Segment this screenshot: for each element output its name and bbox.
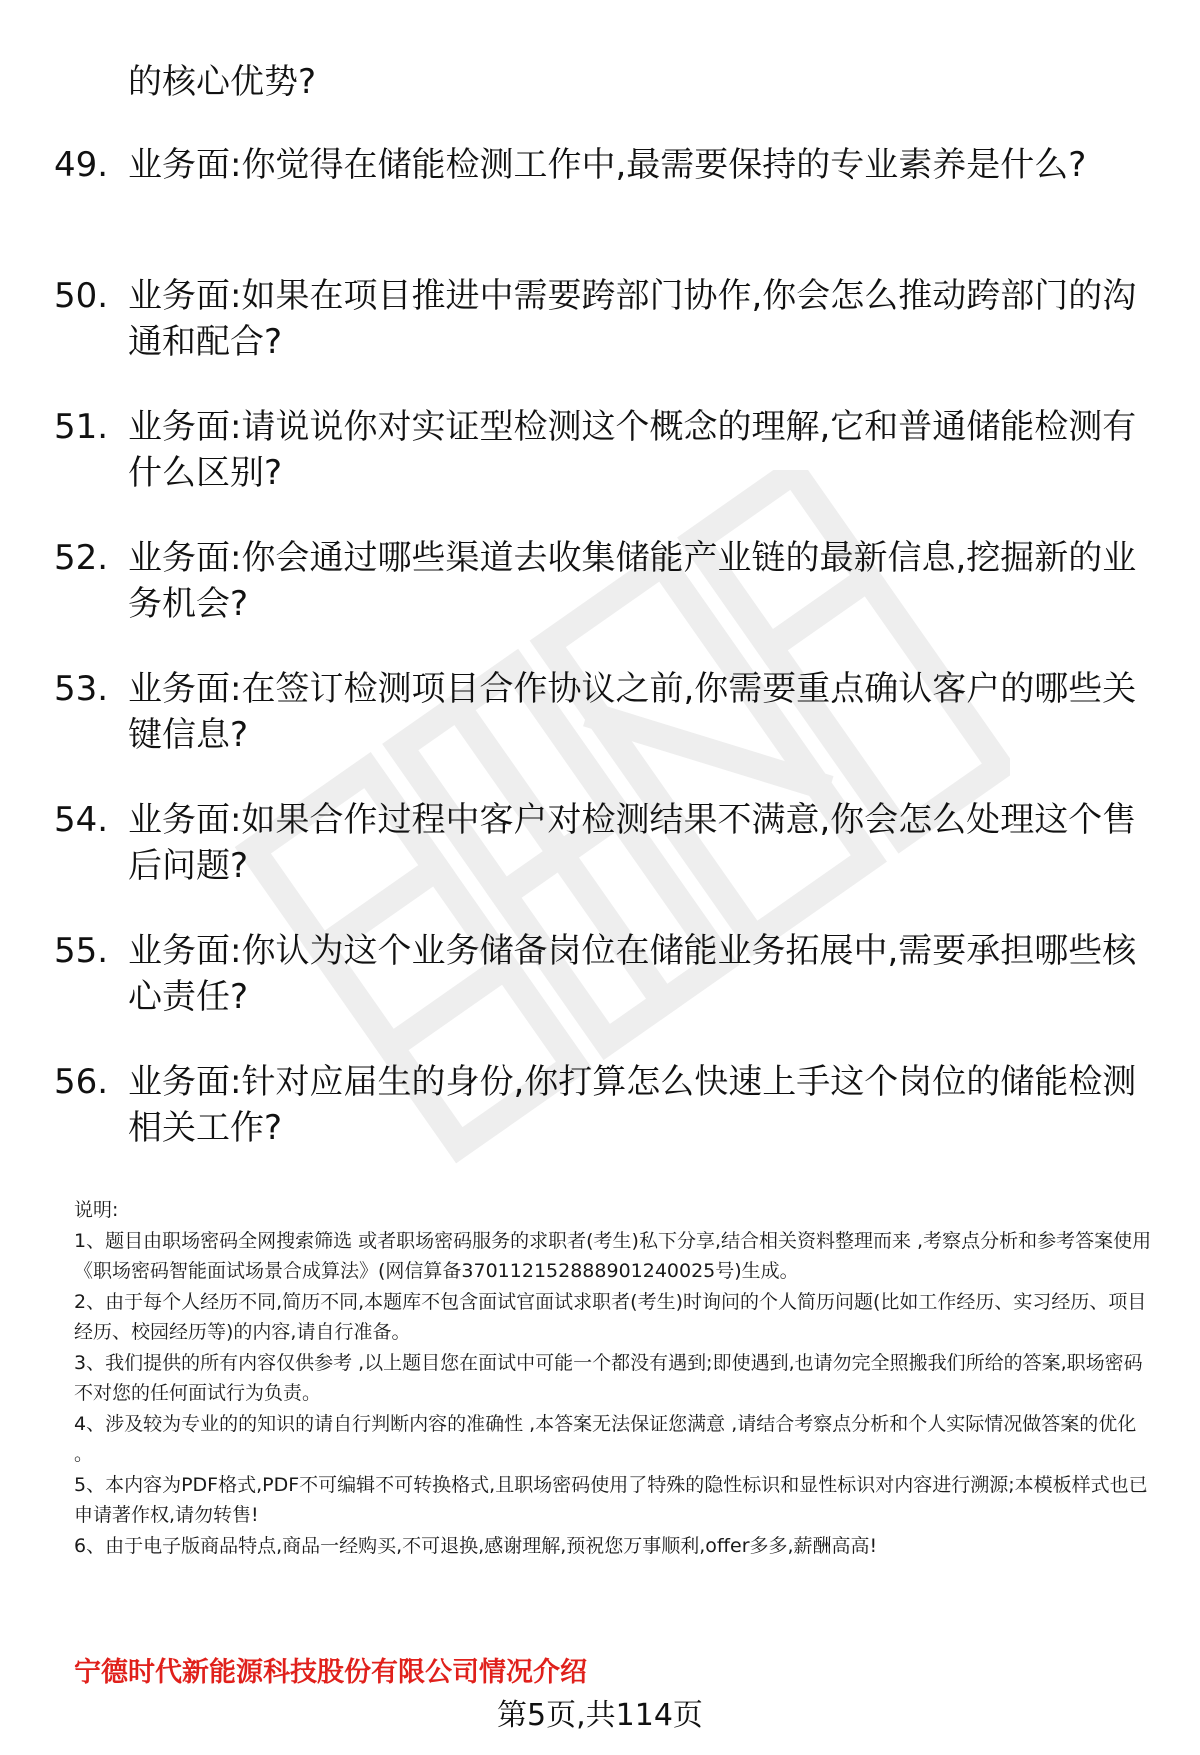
question-text: 业务面:如果在项目推进中需要跨部门协作,你会怎么推动跨部门的沟通和配合? xyxy=(128,276,1137,362)
question-continuation: 的核心优势? xyxy=(128,62,317,102)
notes-title: 说明: xyxy=(74,1199,119,1221)
question-text: 业务面:在签订检测项目合作协议之前,你需要重点确认客户的哪些关键信息? xyxy=(128,669,1137,755)
question-number: 50. xyxy=(54,276,109,316)
question-text: 业务面:请说说你对实证型检测这个概念的理解,它和普通储能检测有什么区别? xyxy=(128,407,1137,493)
question-item xyxy=(0,535,1200,666)
question-number: 55. xyxy=(54,931,109,971)
question-item xyxy=(0,797,1200,928)
question-text: 业务面:你认为这个业务储备岗位在储能业务拓展中,需要承担哪些核心责任? xyxy=(128,931,1137,1017)
question-text: 业务面:你觉得在储能检测工作中,最需要保持的专业素养是什么? xyxy=(128,145,1087,185)
question-item xyxy=(0,142,1200,273)
company-heading: 宁德时代新能源科技股份有限公司情况介绍 xyxy=(74,1657,587,1688)
question-item xyxy=(0,273,1200,404)
question-number: 51. xyxy=(54,407,109,447)
question-item xyxy=(0,1059,1200,1190)
question-number: 52. xyxy=(54,538,109,578)
question-number: 49. xyxy=(54,145,109,185)
question-item xyxy=(0,666,1200,797)
question-number: 56. xyxy=(54,1062,109,1102)
question-text: 业务面:针对应届生的身份,你打算怎么快速上手这个岗位的储能检测相关工作? xyxy=(128,1062,1137,1148)
note-item: 1、题目由职场密码全网搜索筛选 或者职场密码服务的求职者(考生)私下分享,结合相关资料整理而来 ,考察点分析和参考答案使用《职场密码智能面试场景合成算法》(网信算备370112152888901240025号)生成。 xyxy=(74,1229,1152,1282)
note-item: 6、由于电子版商品特点,商品一经购买,不可退换,感谢理解,预祝您万事顺利,offer多多,薪酬高高! xyxy=(74,1534,878,1557)
question-number: 54. xyxy=(54,800,109,840)
notes-section xyxy=(74,1195,1154,1561)
note-item: 3、我们提供的所有内容仅供参考 ,以上题目您在面试中可能一个都没有遇到;即使遇到,也请勿完全照搬我们所给的答案,职场密码不对您的任何面试行为负责。 xyxy=(74,1351,1143,1404)
note-item: 4、涉及较为专业的的知识的请自行判断内容的准确性 ,本答案无法保证您满意 ,请结合考察点分析和个人实际情况做答案的优化 。 xyxy=(74,1412,1137,1465)
note-item: 5、本内容为PDF格式,PDF不可编辑不可转换格式,且职场密码使用了特殊的隐性标识和显性标识对内容进行溯源;本模板样式也已申请著作权,请勿转售! xyxy=(74,1473,1148,1526)
question-text: 业务面:如果合作过程中客户对检测结果不满意,你会怎么处理这个售后问题? xyxy=(128,800,1137,886)
page-number: 第5页,共114页 xyxy=(497,1698,703,1733)
question-number: 53. xyxy=(54,669,109,709)
question-list xyxy=(0,142,1200,1190)
question-item xyxy=(0,404,1200,535)
note-item: 2、由于每个人经历不同,简历不同,本题库不包含面试官面试求职者(考生)时询问的个人简历问题(比如工作经历、实习经历、项目经历、校园经历等)的内容,请自行准备。 xyxy=(74,1290,1147,1343)
question-item xyxy=(0,928,1200,1059)
question-text: 业务面:你会通过哪些渠道去收集储能产业链的最新信息,挖掘新的业务机会? xyxy=(128,538,1137,624)
